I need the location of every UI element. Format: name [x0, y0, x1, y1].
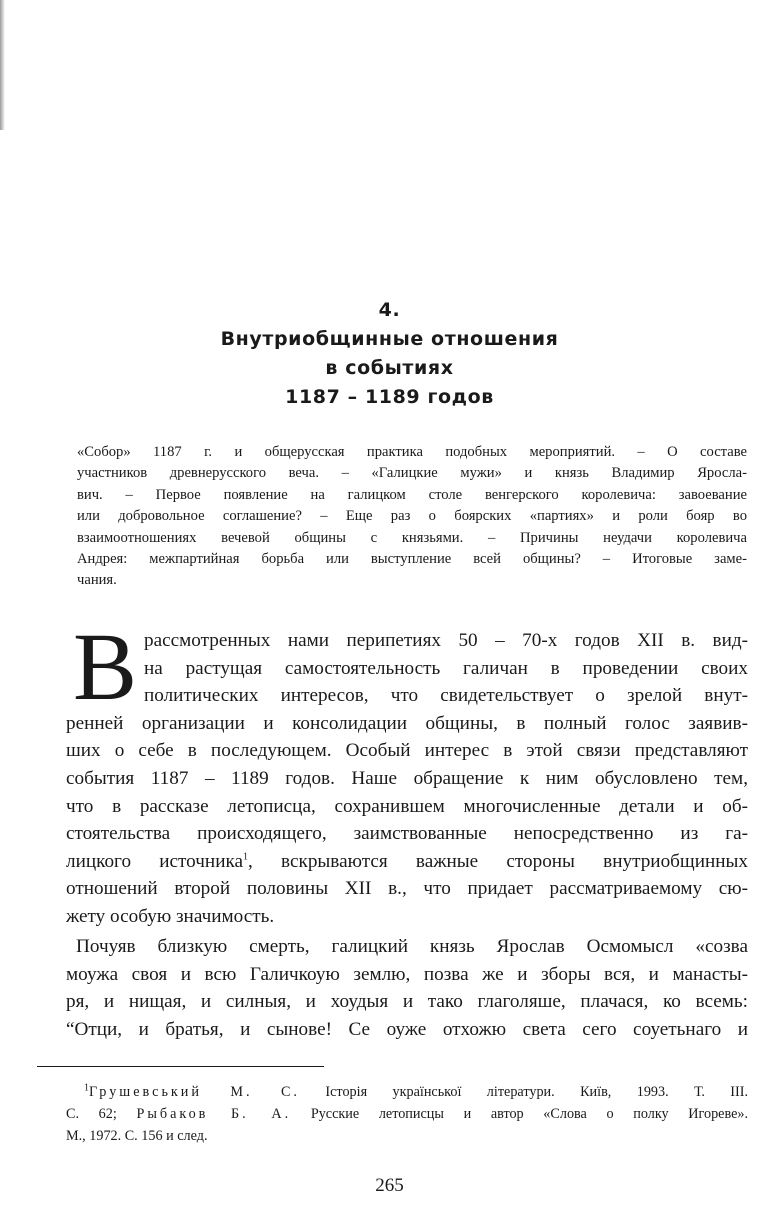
footnote [66, 1081, 748, 1147]
body-paragraph-2 [66, 933, 748, 1043]
body-line: жету особую значимость. [66, 905, 275, 927]
body-paragraph-1 [66, 613, 748, 931]
drop-cap-letter: В [73, 613, 138, 720]
abstract-line: участников древнерусского веча. – «Галицкие мужи» и князь Владимир Яросла- [77, 465, 747, 482]
footnote-line [66, 1081, 748, 1103]
chapter-title-line: в событиях [325, 357, 454, 379]
body-line: Почуяв близкую смерть, галицкий князь Ярослав Осмомысл «созва [76, 936, 748, 957]
body-line: стоятельства происходящего, заимствованные непосредственно из га- [66, 823, 748, 845]
body-line: политических интересов, что свидетельствует о зрелой внут- [144, 685, 748, 707]
body-line: события 1187 – 1189 годов. Наше обращение к ним обусловлено тем, [66, 767, 748, 789]
chapter-title-line: Внутриобщинные отношения [220, 328, 559, 350]
body-line: ря, и нищая, и силныя, и хоудыя и тако глаголяше, плачася, ко всемь: [66, 991, 748, 1013]
footnote-text: С. 62; [66, 1106, 117, 1122]
footnote-line [66, 1103, 748, 1125]
chapter-abstract [77, 442, 747, 592]
abstract-line: «Собор» 1187 г. и общерусская практика подобных мероприятий. – О составе [77, 444, 747, 460]
body-line: ренней организации и консолидации общины, в полный голос заявив- [66, 712, 748, 734]
body-line: ших о себе в последующем. Особый интерес в этой связи представляют [66, 740, 748, 762]
body-line: “Отци, и братья, и сынове! Се оуже отхожю света сего соуетьнаго и [66, 1018, 748, 1040]
abstract-line: вич. – Первое появление на галицком столе венгерского королевича: завоевание [77, 486, 747, 503]
body-line: что в рассказе летописца, сохранившем многочисленные детали и об- [66, 795, 748, 817]
body-line: моужа своя и всю Галичкоую землю, позва же и зборы вся, и манасты- [66, 963, 748, 985]
footnote-separator [37, 1066, 324, 1067]
footnote-text: Русские летописцы и автор «Слова о полку Игореве». [310, 1106, 748, 1122]
chapter-title-line: 1187 – 1189 годов [285, 386, 494, 408]
abstract-line: взаимоотношениях вечевой общины с князьями. – Причины неудачи королевича [77, 529, 747, 546]
footnote-line: М., 1972. С. 156 и след. [66, 1128, 208, 1144]
abstract-line: чания. [77, 572, 117, 589]
chapter-heading [0, 296, 779, 412]
page-edge-shadow [0, 0, 5, 130]
chapter-number: 4. [378, 299, 401, 321]
footnote-ref[interactable]: 1 [243, 851, 249, 863]
body-line-end: , вскрываются важные стороны внутриобщинных [248, 850, 748, 872]
abstract-line: или добровольное соглашение? – Еще раз о боярских «партиях» и роли бояр во [77, 508, 747, 525]
footnote-author: Грушевський М. С. [89, 1084, 300, 1100]
body-line-start: лицкого источника [66, 850, 244, 872]
page-number: 265 [375, 1175, 404, 1196]
footnote-author: Рыбаков Б. А. [136, 1106, 292, 1122]
body-line: рассмотренных нами перипетиях 50 – 70-х годов XII в. вид- [144, 630, 748, 651]
abstract-line: Андрея: межпартийная борьба или выступление всей общины? – Итоговые заме- [77, 550, 747, 567]
footnote-marker: 1 [84, 1082, 89, 1094]
body-line: на растущая самостоятельность галичан в проведении своих [144, 657, 748, 679]
footnote-text: Історія української літератури. Київ, 1993. Т. III. [325, 1084, 748, 1100]
body-line [66, 848, 748, 876]
body-line: отношений второй половины XII в., что придает рассматриваемому сю- [66, 878, 748, 900]
